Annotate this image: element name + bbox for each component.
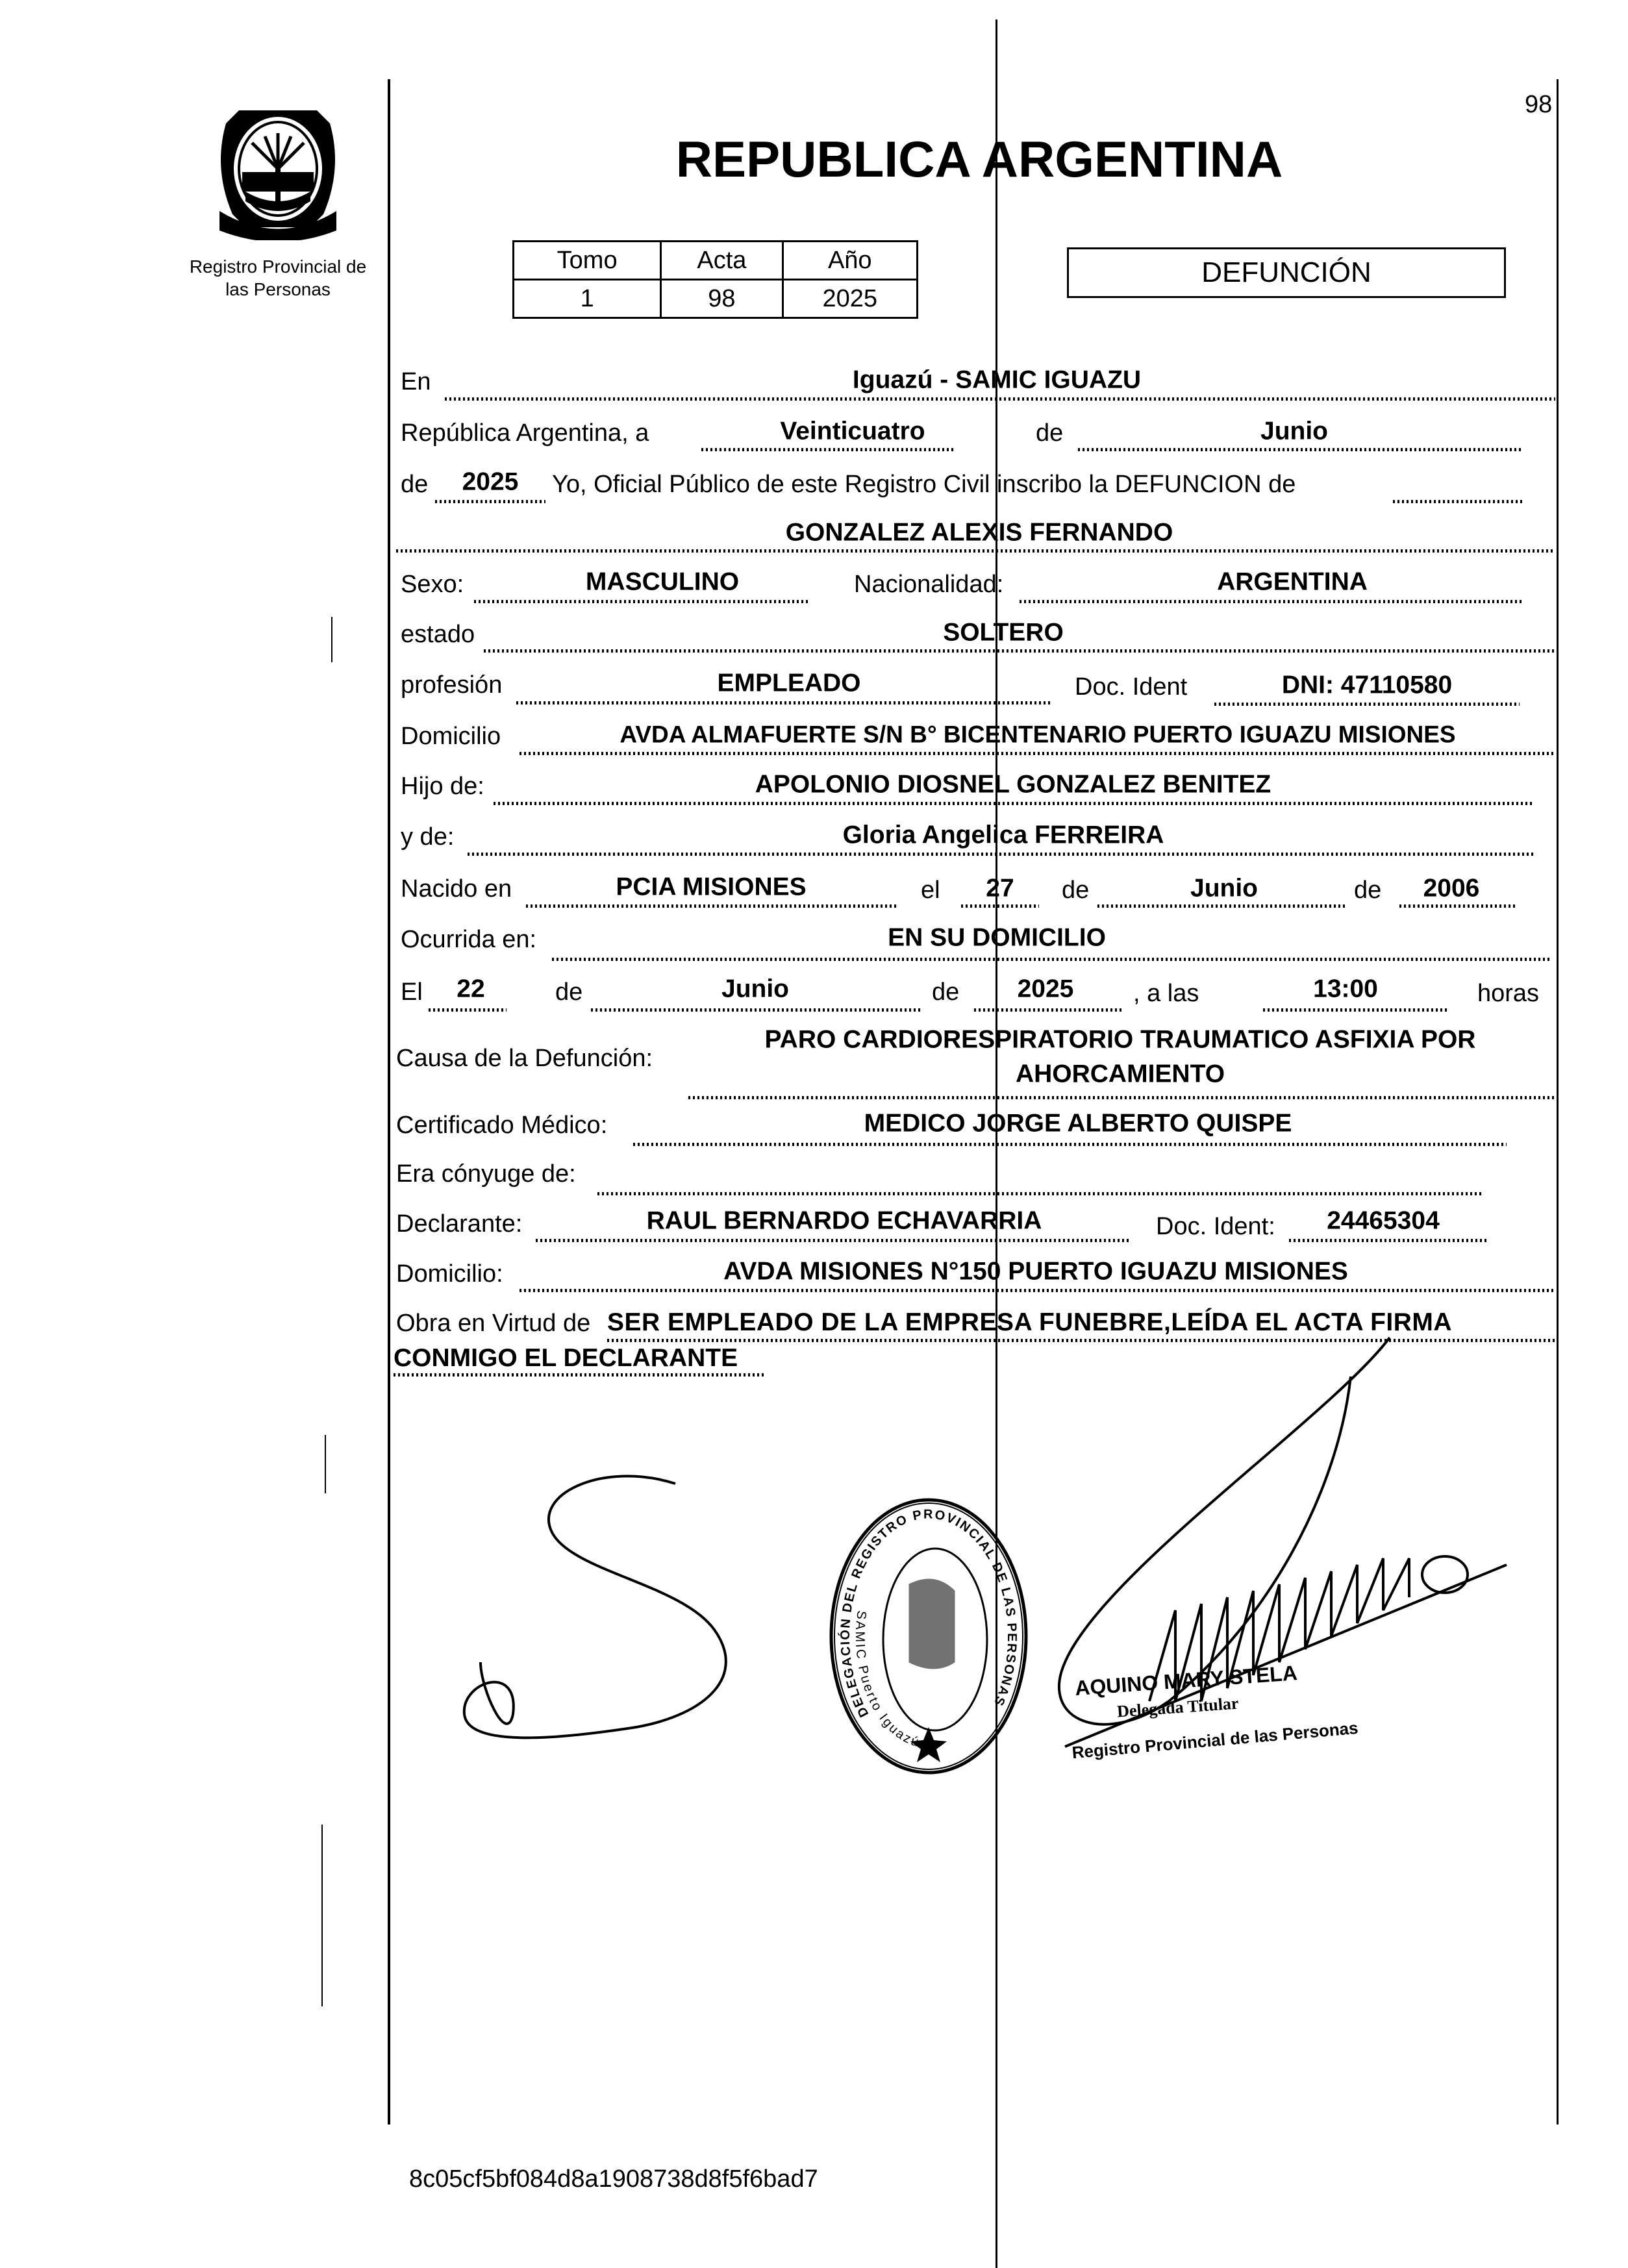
- certificado-value: MEDICO JORGE ALBERTO QUISPE: [864, 1109, 1292, 1138]
- ocurrida-label: Ocurrida en:: [401, 926, 537, 953]
- a-las-label: , a las: [1133, 980, 1199, 1007]
- el-label: El: [401, 978, 423, 1006]
- document-hash: 8c05cf5bf084d8a1908738d8f5f6bad7: [409, 2165, 818, 2193]
- anio-value: 2025: [783, 280, 917, 318]
- declarante-value: RAUL BERNARDO ECHAVARRIA: [646, 1206, 1042, 1235]
- de-label: de: [1036, 419, 1064, 447]
- declarante-doc-value: 24465304: [1327, 1206, 1440, 1235]
- day-value: Veinticuatro: [780, 417, 925, 445]
- signatory-office: Registro Provincial de las Personas: [1071, 1717, 1359, 1763]
- certificado-label: Certificado Médico:: [396, 1112, 608, 1139]
- deceased-name: GONZALEZ ALEXIS FERNANDO: [785, 518, 1173, 547]
- acta-header: Acta: [661, 242, 783, 280]
- birth-place: PCIA MISIONES: [616, 873, 807, 901]
- year-value: 2025: [462, 467, 519, 496]
- y-de-label: y de:: [401, 823, 455, 851]
- profesion-label: profesión: [401, 671, 503, 699]
- conyuge-label: Era cónyuge de:: [396, 1160, 576, 1188]
- de-label: de: [555, 978, 583, 1006]
- acta-value: 98: [661, 280, 783, 318]
- margin-mark: [325, 1435, 326, 1493]
- obra-line2: CONMIGO EL DECLARANTE: [394, 1344, 738, 1372]
- de-label: de: [401, 471, 429, 498]
- sexo-value: MASCULINO: [585, 567, 740, 596]
- declarante-domicilio-value: AVDA MISIONES N°150 PUERTO IGUAZU MISIONES: [723, 1257, 1348, 1286]
- death-day: 22: [457, 975, 485, 1003]
- el-label: el: [921, 877, 940, 904]
- declarante-label: Declarante:: [396, 1210, 523, 1238]
- page-number: 98: [1525, 91, 1553, 118]
- horas-label: horas: [1477, 980, 1540, 1007]
- de-label: de: [1062, 877, 1090, 904]
- sexo-label: Sexo:: [401, 571, 464, 598]
- causa-label: Causa de la Defunción:: [396, 1045, 653, 1072]
- father-name: APOLONIO DIOSNEL GONZALEZ BENITEZ: [755, 770, 1271, 799]
- birth-month: Junio: [1190, 874, 1258, 903]
- margin-mark: [321, 1825, 323, 2006]
- registration-statement: Yo, Oficial Público de este Registro Civil inscribo la DEFUNCION de: [552, 471, 1296, 498]
- document-type-box: DEFUNCIÓN: [1067, 247, 1506, 298]
- en-label: En: [401, 368, 431, 395]
- tomo-header: Tomo: [514, 242, 661, 280]
- anio-header: Año: [783, 242, 917, 280]
- birth-year: 2006: [1423, 874, 1480, 903]
- nacionalidad-value: ARGENTINA: [1217, 567, 1368, 596]
- death-time: 13:00: [1313, 975, 1378, 1003]
- registry-caption-line1: Registro Provincial de: [189, 256, 367, 277]
- hijo-de-label: Hijo de:: [401, 773, 484, 800]
- republica-label: República Argentina, a: [401, 419, 649, 447]
- ocurrida-value: EN SU DOMICILIO: [888, 923, 1106, 952]
- estado-label: estado: [401, 621, 475, 648]
- causa-line1: PARO CARDIORESPIRATORIO TRAUMATICO ASFIXIA POR: [764, 1025, 1476, 1054]
- stamp-outer-text: DELEGACIÓN DEL REGISTRO PROVINCIAL DE LAS PERSONAS: [838, 1507, 1020, 1720]
- tomo-value: 1: [514, 280, 661, 318]
- domicilio-label: Domicilio: [401, 723, 501, 750]
- de-label: de: [932, 978, 960, 1006]
- stamp-inner-text: SAMIC Puerto Iguazú: [852, 1610, 922, 1751]
- signatory-role: Delegada Titular: [1116, 1693, 1240, 1721]
- estado-value: SOLTERO: [943, 618, 1064, 647]
- declarante-domicilio-label: Domicilio:: [396, 1260, 503, 1288]
- doc-ident-value: DNI: 47110580: [1281, 671, 1453, 699]
- mother-name: Gloria Angelica FERREIRA: [842, 821, 1164, 849]
- nacionalidad-label: Nacionalidad:: [854, 571, 1004, 598]
- margin-mark: [331, 617, 332, 662]
- obra-label: Obra en Virtud de: [396, 1310, 591, 1337]
- place-value: Iguazú - SAMIC IGUAZU: [852, 366, 1142, 394]
- declarante-doc-label: Doc. Ident:: [1156, 1213, 1275, 1240]
- causa-line2: AHORCAMIENTO: [1015, 1060, 1225, 1088]
- declarant-signature: [464, 1476, 726, 1738]
- page-title: REPUBLICA ARGENTINA: [675, 131, 1283, 188]
- month-value: Junio: [1260, 417, 1328, 445]
- signatory-name: AQUINO MARY STELA: [1074, 1661, 1298, 1700]
- death-month: Junio: [721, 975, 789, 1003]
- domicilio-value: AVDA ALMAFUERTE S/N B° BICENTENARIO PUERTO IGUAZU MISIONES: [620, 721, 1456, 748]
- birth-day: 27: [986, 874, 1014, 903]
- registry-caption-line2: las Personas: [225, 279, 331, 299]
- de-label: de: [1354, 877, 1382, 904]
- obra-line1: SER EMPLEADO DE LA EMPRESA FUNEBRE,LEÍDA EL ACTA FIRMA: [607, 1308, 1453, 1336]
- profesion-value: EMPLEADO: [717, 669, 861, 697]
- death-year: 2025: [1017, 975, 1074, 1003]
- doc-ident-label: Doc. Ident: [1075, 673, 1188, 701]
- nacido-en-label: Nacido en: [401, 875, 512, 903]
